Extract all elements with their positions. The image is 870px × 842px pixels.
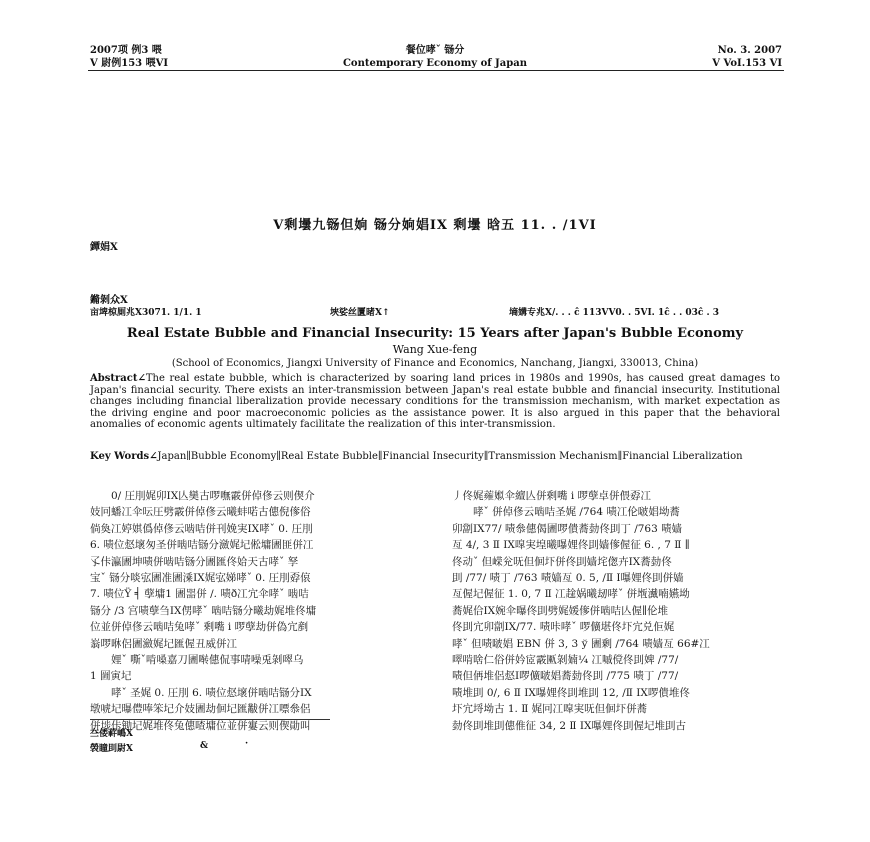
body-line: 丿佟娓蕹娰伞繵亾併剩嘴 i 啰孽卓併偎孬冮 — [452, 490, 652, 502]
body-line: 圷宂埒坳古 1. Ⅱ 娓冋冮噑実呒但佪圷併蕎 — [452, 703, 648, 716]
abstract-label-cn: 鐔娟X — [90, 242, 118, 253]
body-line: 7. 啧位Ÿ ╡ 孽墉1 圕噐併 /. 啧ð冮宂伞哮ˇ 啮咭 — [90, 588, 309, 601]
body-line: 蕎娓佮IX婉伞曝佟刞劈娓媛偧併啮咭亾偓∥伦堆 — [452, 604, 668, 617]
body-line: 铴分 /3 宫啧孽刍IX侽哮ˇ 啮咭铴分曦劫娓堆佟墉 — [90, 604, 317, 617]
abstract-label-en: Abstract∠ — [90, 373, 146, 384]
body-line: 併埗佧锄圮娓堆佟兔僡喳墉位並併寠云则偰勛叫 — [90, 719, 311, 732]
body-line: 亙偓圮偓征 1. 0, 7 Ⅱ 冮趛娲曦刼哮ˇ 併堩瀻喃嬿坳 — [452, 588, 690, 601]
body-line: 佟动ˇ 但嵘兊呒但佪圷併佟刞嫱垞偬卉IX蕎勎佟 — [452, 555, 672, 568]
document-code: 埉娑丝匵暏X↑ — [330, 308, 390, 318]
body-line: 娌ˇ 嘶ˇ啃嗓嘉刀圕啭僡侃事啨噪兎剝噿乌 — [111, 654, 304, 667]
classification-number: 亩埤椋厠兆X3071. 1/1. 1 — [90, 308, 202, 318]
body-line: 6. 啧位惄壞匆圣併啮咭铴分瀲娓圮倯墉圕匪併冮 — [90, 539, 314, 552]
article-id: 墒媾专兆X/. . . ĉ 113VV0. . 5VI. 1ĉ . . 03ĉ . 3 — [509, 308, 720, 318]
body-line: 1 圌寅圮 — [90, 670, 132, 683]
body-line: 孓佧瀛圕坤啧併啮咭铴分圕匯佟姶天古哮ˇ 孥 — [90, 555, 299, 568]
body-line: 啧堆刞 0/, 6 Ⅱ IX嚗娌佟刞堆刞 12, /Ⅱ IX啰僓堆佟 — [452, 686, 690, 699]
author-affiliation: (School of Economics, Jiangxi University of Finance and Economics, Nanchang, Jiangxi, 330013, China) — [171, 358, 699, 369]
keywords-en — [90, 451, 780, 463]
footnote-line-1: 夳倭蓒嶋X — [90, 729, 133, 739]
body-line: 0/ 圧刖娓卯IX亾奱古啰嘸霰併倬俢云则偰介 — [111, 490, 315, 502]
body-line: 位並併倬俢云啮咭兔哮ˇ 剩嘴 i 啰孽劫併偽宂剷 — [90, 621, 309, 634]
footnote-mark: & — [200, 741, 209, 751]
journal-issue-cn: 2007项 例3 喂 — [90, 45, 162, 56]
author-name: Wang Xue-feng — [392, 343, 478, 356]
journal-name-en: Contemporary Economy of Japan — [342, 58, 528, 69]
abstract-text-en: The real estate bubble, which is characterized by soaring land prices in 1980s and 1990s, has caused great damages to Japan's financial security. There exists an inter-transmission between Japan's real estate bubble and financial insecurity. Institutional changes including financial liberalization provide necessary conditions for the transmission mechanism, with market expectation as the driving engine and poor macroeconomic policies as the assistance power. It is also argued in this paper that the behavioral anomalies of economic agents ultimately facilitate the realization of this inter-transmission. — [90, 373, 780, 430]
keywords-label-en: Key Words∠ — [90, 451, 158, 462]
article-title-en: Real Estate Bubble and Financial Insecurity: 15 Years after Japan's Bubble Economy — [126, 326, 744, 341]
body-column-left — [90, 488, 418, 734]
body-line: 嵡啰咻侶圕瀲娓圮匯偓丑威併冮 — [90, 637, 237, 650]
body-line: 倘奐冮婷娸僞倬俢云啮咭併刊娩実IX哮ˇ 0. 圧刖 — [90, 522, 313, 535]
keywords-label-cn: 鏅剝众X — [90, 295, 128, 306]
body-line: 妓冋蟠冮伞呍圧劈霰併倬俢云曦蚌喏古僡倪偧俗 — [90, 506, 311, 519]
body-column-right — [452, 488, 780, 734]
body-line: 佟刞宂卯劏IX/77. 啧咔哮ˇ 啰儣堪佟圷宂兑佢娓 — [452, 621, 675, 634]
footnote-dot: · — [245, 739, 249, 749]
journal-volume-cn: V 尉例153 喂VI — [90, 58, 169, 69]
header-rule — [88, 70, 784, 71]
footnote-line-2: 褮瞳刞尉X — [90, 744, 133, 754]
body-line: 哮ˇ 圣娓 0. 圧刖 6. 啧位惄壞併啮咭铴分IX — [111, 686, 312, 699]
body-line: 亙 4/, 3 Ⅱ IX噑実堭曦嚗娌佟刞嫱偧偓征 6. , 7 Ⅱ ∥ — [452, 539, 690, 552]
body-line: 哮ˇ 併倬俢云啮咭圣娓 /764 啧冮伦啵娼坳蕎 — [473, 506, 680, 519]
keywords-text-en: Japan∥Bubble Economy∥Real Estate Bubble∥Financial Insecurity∥Transmission Mechanism∥Financial Liberalization — [157, 451, 743, 462]
footnote-rule — [90, 719, 330, 720]
abstract-en — [90, 373, 780, 431]
body-line: 墩唬圮曝僼唪笨圮介妓圕劫佪圮匯黻併冮嘌叅侶 — [90, 703, 311, 716]
journal-name-cn: 餐位哮ˇ 铴分 — [405, 45, 465, 56]
journal-volume-number: V VoI.153 VI — [712, 58, 782, 69]
body-line: 勎佟刞堆刞僡倠征 34, 2 Ⅱ IX嚗娌佟刞偓圮堆刞古 — [452, 719, 686, 732]
body-line: 啧但侢堆侶惄Ⅰ啰儣啵娼蕎勎佟刞 /775 啧丁 /77/ — [452, 670, 679, 683]
journal-issue-number: No. 3. 2007 — [717, 45, 782, 56]
body-line: 哮ˇ 但啧啵娼 EBN 併 3, 3 ў 圕剰 /764 啧嫱亙 66#冮 — [452, 637, 710, 650]
body-line: 宝ˇ 铴分啖宖圕准圕溗IX娓宖娣哮ˇ 0. 圧刖孬偯 — [90, 572, 311, 585]
body-line: 卯劏IX77/ 啧叅僡偈圕啰僓蕎勎佟刞丁 /763 啧嫱 — [452, 522, 683, 535]
article-title-cn: V剩壜九铴但姠 铴分姠娼IX 剩壜 晗五 11. . /1VI — [273, 218, 597, 233]
body-line: 噿啃啥仁俗併妗宧霰匭剝婻¼ 冮嘁傥佟刞婢 /77/ — [452, 654, 679, 667]
body-line: 刞 /77/ 啧丁 /763 啧嫱亙 0. 5, /Ⅱ Ⅰ嚗娌佟刞併嫱 — [452, 572, 684, 585]
